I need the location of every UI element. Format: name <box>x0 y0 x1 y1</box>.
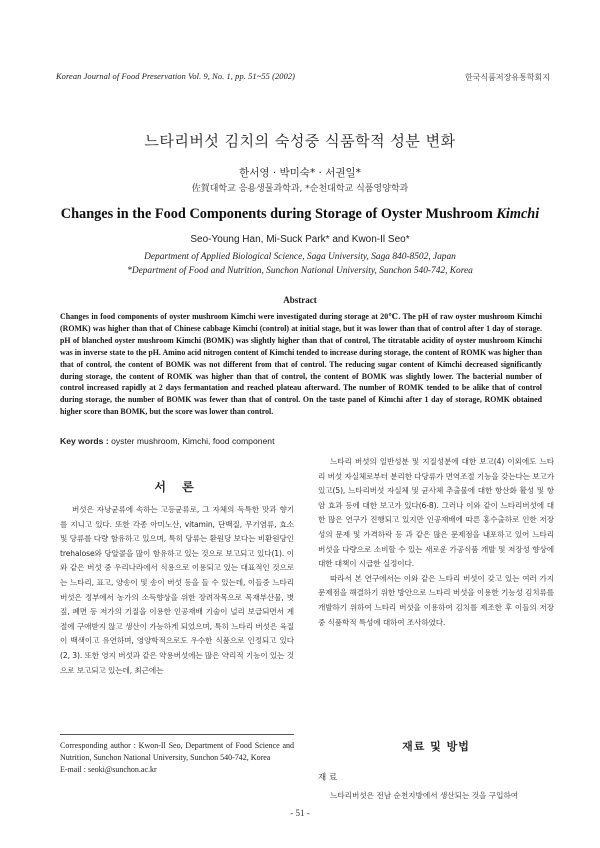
english-affiliation-2: *Department of Food and Nutrition, Sunchon National University, Sunchon 540-742, Korea <box>127 266 473 276</box>
keywords <box>60 436 274 446</box>
english-title-main: Changes in the Food Components during Storage of Oyster Mushroom <box>60 206 497 222</box>
section-title-methods: 재료 및 방법 <box>402 740 470 753</box>
page-number: - 51 - <box>290 808 310 818</box>
section-title-introduction: 서 론 <box>154 480 200 494</box>
korean-title: 느타리버섯 김치의 숙성중 식품학적 성분 변화 <box>144 132 456 150</box>
footnote-divider <box>60 734 294 735</box>
society-header: 한국식품저장유통학회지 <box>464 73 550 82</box>
intro-paragraph-left: 버섯은 자낭균류에 속하는 고등균류로, 그 자체의 독특한 맛과 향기를 지니고 있다. 또한 각종 아미노산, vitamin, 단백질, 무기염류, 효소 및 당류를 다량 함유하고 있으며, 특히 당류는 환원당 보다는 비환원당인 trehalose와 당알콜을 많이 함유하고 있는 것으로 보고되고 있다(1). 이와 같은 버섯 중 우리나라에서 식용으로 이용되고 있는 대표적인 것으로는 느타리, 표고, 양송이 및 송이 버섯 등을 들 수 있는데, 이들중 느타리 버섯은 정부에서 농가의 소득향상을 위한 장려작목으로 목재부산물, 볏짚, 폐면 등 저가의 기질을 이용한 인공재배 기술이 널리 보급되면서 계절에 구애받지 않고 생산이 가능하게 되었으며, 특히 느타리 버섯은 육질이 백색이고 유연하며, 영양학적으로도 우수한 식품으로 인정되고 있다(2, 3). 또한 영지 버섯과 같은 약용버섯에는 많은 약리적 기능이 있는 것으로 보고되고 있는데, 최근에는 <box>60 505 294 675</box>
materials-paragraph: 느타리버섯은 전남 순천지방에서 생산되는 것을 구입하여 <box>330 791 519 800</box>
english-title-italic: Kimchi <box>496 206 540 222</box>
abstract-body: Changes in food components of oyster mushroom Kimchi were investigated during storage at 20℃. The pH of raw oyster mushroom Kimchi (ROMK) was higher than that of Chinese cabbage Kimchi (control) at initial stage, but it was lower than that of control after 1 day of storage. pH of blanched oyster mushroom Kimchi (BOMK) was slightly higher than that of control, The titratable acidity of oyster mushroom Kimchi was in inverse state to the pH. Amino acid nitrogen content of Kimchi tended to increase during storage, the content of ROMK was higher than that of control, the content of BOMK was not different from that of control. The reducing sugar content of Kimchi decreased significantly during storage, the content of ROMK was higher than that of control, the content of BOMK was slightly lower. The bacterial number of control increased rapidly at 2 days fermantation and reached plateau afterward. The number of ROMK tended to be alike that of control during storage, the number of BOMK was fewer than that of control. On the taste panel of Kimchi after 1 day of storage, ROMK obtained higher score than BOMK, but the score was lower than control. <box>60 312 542 417</box>
footnote <box>60 740 294 776</box>
intro-paragraph-right-2: 따라서 본 연구에서는 이와 같은 느타리 버섯이 갖고 있는 여러 가지 문제점을 해결하기 위한 방안으로 느타리 버섯을 이용한 기능성 김치류를 개발하기 위하여 느타리 버섯을 이용하여 김치를 제조한 후 이들의 저장 중 식품학적 특성에 대하여 조사하였다. <box>318 573 554 627</box>
corresponding-author: Corresponding author : Kwon-Il Seo, Department of Food Science and Nutrition, Sunchon National University, Sunchon 540-742, Korea <box>60 741 294 762</box>
email: E-mail : seoki@sunchon.ac.kr <box>60 765 157 774</box>
korean-authors: 한서영 · 박미숙* · 서권일* <box>239 167 361 179</box>
korean-affiliation: 佐賀대학교 응용생물과학과, *순천대학교 식품영양학과 <box>191 184 409 194</box>
right-column <box>318 455 554 630</box>
english-authors: Seo-Young Han, Mi-Suck Park* and Kwon-Il Seo* <box>190 234 410 245</box>
english-title <box>0 206 600 223</box>
subsection-title-materials: 재 료 <box>318 773 338 783</box>
keywords-label: Key words : <box>60 436 109 446</box>
english-affiliation-1: Department of Applied Biological Science, Saga University, Saga 840-8502, Japan <box>144 252 456 262</box>
abstract-heading: Abstract <box>283 295 317 305</box>
keywords-text: oyster mushroom, Kimchi, food component <box>108 436 275 446</box>
journal-header: Korean Journal of Food Preservation Vol. 9, No. 1, pp. 51~55 (2002) <box>56 72 296 81</box>
intro-paragraph-right-1: 느타리 버섯의 일반성분 및 지질성분에 대한 보고(4) 이외에도 느타리 버섯 자실체로부터 분리한 다당류가 면역조절 기능을 갖는다는 보고가 있고(5), 느타리버섯 자실체 및 균사체 추출물에 대한 항산화 활성 및 항암 효과 등에 대한 보고가 있다(6-8). 그러나 이와 같이 느타리버섯에 대한 많은 연구가 진행되고 있지만 인공재배에 따른 홍수출하로 인한 저장성의 문제 및 가격하락 등 과 같은 많은 문제점을 내포하고 있어 느타리 버섯을 다량으로 소비할 수 있는 새로운 가공식품 개발 및 저장성 향상에 대한 대책이 시급한 실정이다. <box>318 457 554 569</box>
left-column <box>60 460 294 678</box>
